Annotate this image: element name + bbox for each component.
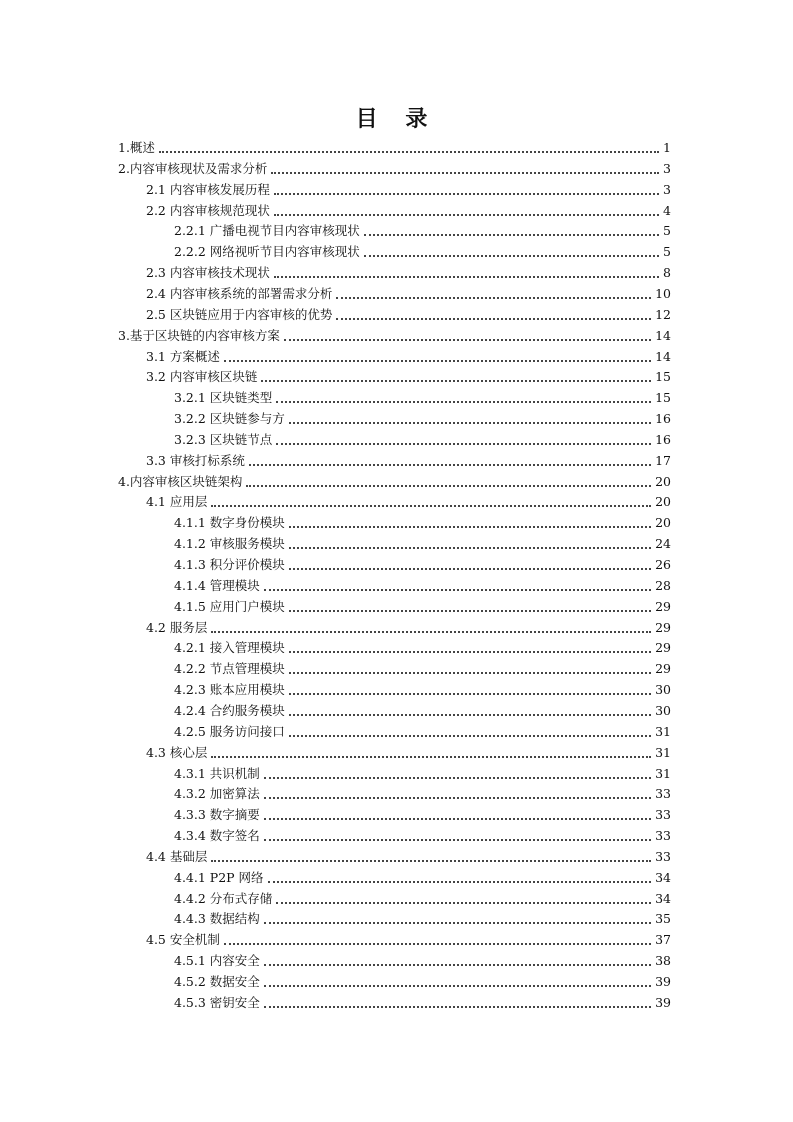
- toc-entry-page: 5: [663, 223, 671, 239]
- toc-entry-label: 4.2.1 接入管理模块: [174, 640, 285, 656]
- toc-leader-dots: [264, 796, 651, 799]
- toc-entry[interactable]: [146, 494, 671, 510]
- toc-leader-dots: [289, 734, 651, 737]
- toc-leader-dots: [274, 213, 659, 216]
- toc-entry-page: 16: [655, 411, 671, 427]
- toc-leader-dots: [289, 567, 651, 570]
- toc-entry-label: 4.2.3 账本应用模块: [174, 682, 285, 698]
- toc-entry-label: 4.1.1 数字身份模块: [174, 515, 285, 531]
- toc-entry[interactable]: [146, 453, 671, 469]
- toc-entry[interactable]: [174, 703, 671, 719]
- toc-entry[interactable]: [146, 932, 671, 948]
- toc-entry-page: 3: [663, 160, 671, 176]
- toc-entry-page: 30: [655, 702, 671, 718]
- toc-entry-page: 29: [655, 619, 671, 635]
- toc-leader-dots: [289, 671, 651, 674]
- toc-entry-page: 16: [655, 431, 671, 447]
- toc-title: 目 录: [355, 107, 438, 132]
- toc-leader-dots: [246, 484, 651, 487]
- toc-entry-label: 2.2.1 广播电视节目内容审核现状: [174, 223, 360, 239]
- toc-entry-label: 4.3.4 数字签名: [174, 828, 260, 844]
- toc-entry-label: 2.1 内容审核发展历程: [146, 181, 270, 197]
- toc-leader-dots: [284, 338, 651, 341]
- toc-entry-page: 33: [655, 848, 671, 864]
- toc-leader-dots: [364, 254, 659, 257]
- toc-entry[interactable]: [174, 766, 671, 782]
- toc-entry[interactable]: [146, 349, 671, 365]
- toc-entry[interactable]: [174, 953, 671, 969]
- toc-entry-page: 31: [655, 765, 671, 781]
- toc-leader-dots: [264, 838, 651, 841]
- toc-entry-label: 3.2 内容审核区块链: [146, 369, 258, 385]
- toc-entry[interactable]: [174, 432, 671, 448]
- toc-entry[interactable]: [174, 870, 671, 886]
- toc-leader-dots: [276, 901, 651, 904]
- toc-entry-label: 4.3.3 数字摘要: [174, 807, 260, 823]
- toc-entry-label: 4.3 核心层: [146, 744, 208, 760]
- toc-leader-dots: [289, 421, 651, 424]
- toc-entry-page: 31: [655, 744, 671, 760]
- toc-entry[interactable]: [174, 244, 671, 260]
- toc-entry-page: 26: [655, 557, 671, 572]
- toc-entry[interactable]: [174, 411, 671, 427]
- toc-entry[interactable]: [146, 849, 671, 865]
- toc-entry-label: 4.5.1 内容安全: [174, 953, 260, 969]
- toc-leader-dots: [274, 192, 659, 195]
- toc-entry[interactable]: [174, 599, 671, 615]
- toc-entry-label: 2.2 内容审核规范现状: [146, 202, 270, 218]
- toc-leader-dots: [211, 504, 651, 507]
- toc-entry-page: 15: [655, 369, 671, 385]
- toc-leader-dots: [264, 817, 651, 820]
- toc-leader-dots: [289, 609, 651, 612]
- toc-entry-label: 4.4.2 分布式存储: [174, 890, 273, 906]
- toc-entry-page: 39: [655, 994, 671, 1010]
- toc-entry-page: 33: [655, 786, 671, 802]
- toc-entry[interactable]: [174, 724, 671, 740]
- toc-entry-page: 3: [663, 181, 671, 197]
- toc-entry[interactable]: [146, 182, 671, 198]
- toc-entry-label: 4.2.4 合约服务模块: [174, 702, 285, 718]
- toc-entry-page: 34: [655, 890, 671, 906]
- toc-leader-dots: [274, 275, 659, 278]
- toc-leader-dots: [268, 880, 652, 883]
- toc-entry[interactable]: [118, 328, 671, 344]
- toc-leader-dots: [289, 650, 651, 653]
- toc-entry-page: 37: [655, 932, 671, 948]
- toc-leader-dots: [364, 233, 659, 236]
- toc-entry[interactable]: [174, 682, 671, 698]
- toc-entry[interactable]: [146, 745, 671, 761]
- toc-entry-label: 2.内容审核现状及需求分析: [118, 160, 268, 176]
- toc-leader-dots: [211, 630, 651, 633]
- toc-leader-dots: [276, 400, 651, 403]
- toc-entry-label: 4.1.5 应用门户模块: [174, 598, 285, 614]
- toc-entry-page: 5: [663, 244, 671, 260]
- toc-entry-label: 4.1.2 审核服务模块: [174, 536, 285, 552]
- toc-entry[interactable]: [146, 286, 671, 302]
- toc-entry-label: 3.2.1 区块链类型: [174, 390, 273, 406]
- toc-entry[interactable]: [118, 474, 671, 490]
- toc-entry-label: 3.3 审核打标系统: [146, 452, 245, 468]
- toc-entry[interactable]: [174, 578, 671, 594]
- toc-entry[interactable]: [174, 828, 671, 844]
- toc-entry-page: 20: [655, 473, 671, 489]
- toc-leader-dots: [271, 171, 659, 174]
- toc-entry-page: 20: [655, 494, 671, 510]
- toc-entry-page: 29: [655, 640, 671, 656]
- toc-entry-page: 8: [663, 265, 671, 281]
- toc-entry-label: 3.2.3 区块链节点: [174, 431, 273, 447]
- toc-entry-label: 4.1.4 管理模块: [174, 577, 260, 593]
- toc-leader-dots: [289, 713, 651, 716]
- toc-leader-dots: [264, 921, 651, 924]
- toc-leader-dots: [264, 1005, 651, 1008]
- toc-entry[interactable]: [174, 515, 671, 531]
- toc-entry-page: 20: [655, 515, 671, 531]
- toc-entry-label: 1.概述: [118, 140, 155, 155]
- toc-entry[interactable]: [174, 536, 671, 552]
- toc-entry[interactable]: [174, 223, 671, 239]
- toc-entry-label: 4.3.1 共识机制: [174, 765, 260, 781]
- toc-entry-label: 2.4 内容审核系统的部署需求分析: [146, 285, 333, 301]
- toc-entry-label: 3.2.2 区块链参与方: [174, 411, 285, 427]
- toc-entry-page: 17: [655, 452, 671, 468]
- toc-entry-page: 14: [655, 348, 671, 364]
- toc-entry[interactable]: [118, 161, 671, 177]
- toc-entry-page: 39: [655, 974, 671, 989]
- toc-entry-page: 1: [663, 140, 671, 155]
- toc-entry-label: 4.4 基础层: [146, 848, 208, 864]
- toc-entry-label: 4.1.3 积分评价模块: [174, 557, 285, 572]
- toc-entry-page: 33: [655, 828, 671, 844]
- toc-entry-page: 29: [655, 661, 671, 677]
- toc-entry-page: 24: [655, 536, 671, 552]
- toc-entry-label: 2.2.2 网络视听节目内容审核现状: [174, 244, 360, 260]
- toc-entry-page: 4: [663, 202, 671, 218]
- toc-entry-page: 31: [655, 723, 671, 739]
- toc-entry-page: 28: [655, 577, 671, 593]
- toc-entry-page: 34: [655, 869, 671, 885]
- toc-entry-label: 4.2.5 服务访问接口: [174, 723, 285, 739]
- toc-entry-label: 4.5 安全机制: [146, 932, 220, 948]
- toc-entry[interactable]: [146, 369, 671, 385]
- toc-leader-dots: [159, 150, 659, 153]
- toc-entry-page: 15: [655, 390, 671, 406]
- toc-entry-label: 4.1 应用层: [146, 494, 208, 510]
- toc-entry[interactable]: [146, 203, 671, 219]
- toc-leader-dots: [289, 546, 651, 549]
- toc-entry-page: 35: [655, 911, 671, 927]
- toc-leader-dots: [289, 692, 651, 695]
- toc-entry-page: 30: [655, 682, 671, 698]
- toc-entry[interactable]: [174, 807, 671, 823]
- toc-leader-dots: [336, 296, 651, 299]
- toc-leader-dots: [211, 859, 651, 862]
- toc-entry-page: 12: [655, 306, 671, 322]
- toc-entry[interactable]: [174, 891, 671, 907]
- toc-entry[interactable]: [174, 786, 671, 802]
- toc-entry-label: 4.4.1 P2P 网络: [174, 869, 264, 885]
- toc-leader-dots: [224, 942, 651, 945]
- toc-entry-page: 33: [655, 807, 671, 823]
- toc-leader-dots: [289, 525, 651, 528]
- toc-entry-page: 38: [655, 953, 671, 969]
- toc-entry[interactable]: [146, 620, 671, 636]
- toc-entry[interactable]: [174, 661, 671, 677]
- toc-leader-dots: [264, 776, 651, 779]
- toc-leader-dots: [264, 588, 651, 591]
- toc-entry[interactable]: [174, 390, 671, 406]
- toc-entry-label: 3.1 方案概述: [146, 348, 220, 364]
- toc-leader-dots: [224, 359, 651, 362]
- toc-entry[interactable]: [174, 995, 671, 1011]
- toc-entry-label: 4.5.2 数据安全: [174, 974, 260, 989]
- toc-entry-page: 29: [655, 598, 671, 614]
- toc-entry-label: 4.2.2 节点管理模块: [174, 661, 285, 677]
- toc-entry[interactable]: [174, 974, 671, 990]
- toc-entry-label: 4.5.3 密钥安全: [174, 994, 260, 1010]
- toc-entry[interactable]: [174, 640, 671, 656]
- toc-leader-dots: [249, 463, 651, 466]
- toc-entry[interactable]: [174, 557, 671, 573]
- toc-entry[interactable]: [174, 911, 671, 927]
- toc-entry-label: 4.3.2 加密算法: [174, 786, 260, 802]
- toc-leader-dots: [211, 755, 651, 758]
- toc-entry[interactable]: [118, 140, 671, 156]
- toc-entry-label: 3.基于区块链的内容审核方案: [118, 327, 280, 343]
- toc-entry-page: 10: [655, 285, 671, 301]
- toc-leader-dots: [264, 963, 651, 966]
- toc-entry-label: 4.4.3 数据结构: [174, 911, 260, 927]
- toc-entry[interactable]: [146, 307, 671, 323]
- toc-leader-dots: [264, 984, 651, 987]
- toc-leader-dots: [276, 442, 651, 445]
- toc-entry-page: 14: [655, 327, 671, 343]
- toc-entry-label: 4.2 服务层: [146, 619, 208, 635]
- toc-leader-dots: [261, 379, 651, 382]
- toc-leader-dots: [336, 317, 651, 320]
- toc-entry-label: 2.3 内容审核技术现状: [146, 265, 270, 281]
- toc-entry-label: 4.内容审核区块链架构: [118, 473, 243, 489]
- toc-entry-label: 2.5 区块链应用于内容审核的优势: [146, 306, 333, 322]
- toc-entry[interactable]: [146, 265, 671, 281]
